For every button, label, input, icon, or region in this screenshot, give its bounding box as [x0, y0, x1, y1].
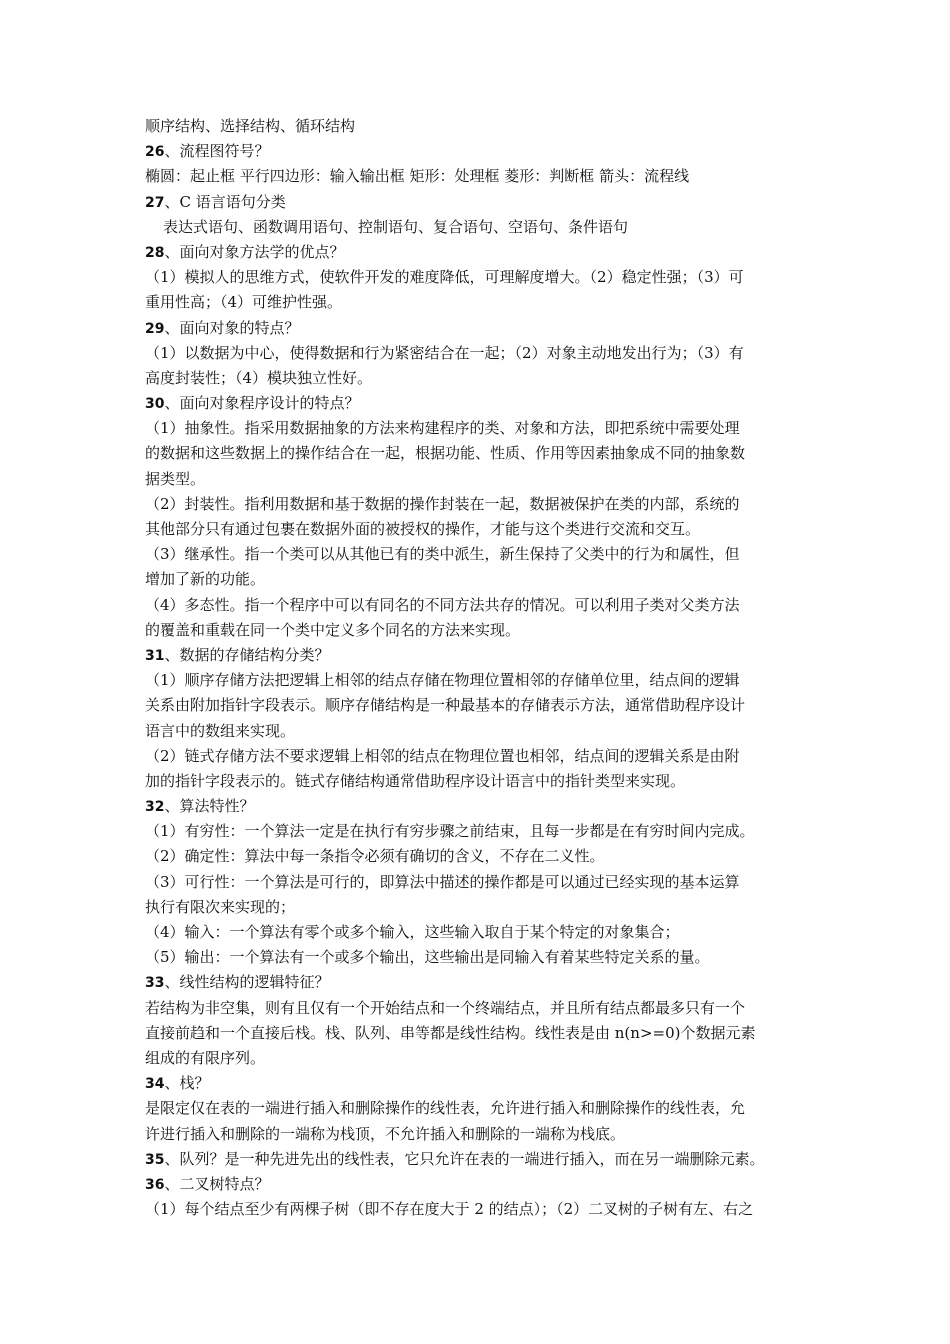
body-text-line: 的数据和这些数据上的操作结合在一起，根据功能、性质、作用等因素抽象成不同的抽象数: [145, 444, 746, 463]
question-heading: [145, 139, 810, 164]
body-text-line: （4）输入：一个算法有零个或多个输入，这些输入取自于某个特定的对象集合；: [145, 923, 680, 941]
body-text-line: 语言中的数组来实现。: [145, 721, 296, 740]
body-text-line: 其他部分只有通过包裹在数据外面的被授权的操作，才能与这个类进行交流和交互。: [145, 520, 701, 538]
body-text-line: 组成的有限序列。: [145, 1048, 266, 1067]
body-text-line: （3）可行性：一个算法是可行的，即算法中描述的操作都是可以通过已经实现的基本运算: [145, 872, 740, 891]
question-number: 28: [145, 244, 165, 261]
question-text: 、流程图符号？: [164, 142, 270, 161]
body-text-line: （2）封装性。指利用数据和基于数据的操作封装在一起，数据被保护在类的内部，系统的: [145, 494, 740, 513]
question-text: 、线性结构的逻辑特征？: [164, 973, 330, 992]
question-heading: [145, 391, 810, 416]
question-text: 、面向对象的特点？: [164, 318, 300, 337]
question-number: 34: [145, 1076, 165, 1093]
body-text-line: （1）每个结点至少有两棵子树（即不存在度大于 2 的结点）；（2）二叉树的子树有左、右之: [145, 1200, 754, 1219]
body-text-line: 表达式语句、函数调用语句、控制语句、复合语句、空语句、条件语句: [163, 217, 629, 236]
body-text-line: （1）有穷性：一个算法一定是在执行有穷步骤之前结束，且每一步都是在有穷时间内完成。: [145, 822, 755, 841]
body-text-line: 是限定仅在表的一端进行插入和删除操作的线性表，允许进行插入和删除操作的线性表，允: [145, 1099, 746, 1118]
body-text-line: 椭圆：起止框 平行四边形：输入输出框 矩形：处理框 菱形：判断框 箭头：流程线: [145, 167, 690, 186]
question-number: 33: [145, 975, 165, 992]
body-text-line: 若结构为非空集，则有且仅有一个开始结点和一个终端结点，并且所有结点都最多只有一个: [145, 998, 746, 1017]
body-text-line: （2）确定性：算法中每一条指令必须有确切的含义，不存在二义性。: [145, 847, 605, 866]
question-number: 31: [145, 647, 165, 664]
body-text-line: 直接前趋和一个直接后栈。栈、队列、串等都是线性结构。线性表是由 n(n>=0)个数据元素: [145, 1023, 756, 1042]
body-text-line: 执行有限次来实现的；: [145, 897, 296, 916]
body-text-line: 关系由附加指针字段表示。顺序存储结构是一种最基本的存储表示方法，通常借助程序设计: [145, 696, 746, 715]
question-number: 26: [145, 144, 165, 161]
body-text-line: （1）顺序存储方法把逻辑上相邻的结点存储在物理位置相邻的存储单位里，结点间的逻辑: [145, 671, 740, 690]
question-text: 、数据的存储结构分类？: [164, 645, 330, 664]
question-text: 、队列？是一种先进先出的线性表，它只允许在表的一端进行插入，而在另一端删除元素。: [164, 1149, 765, 1168]
body-text-line: 据类型。: [145, 469, 206, 488]
body-text-line: （3）继承性。指一个类可以从其他已有的类中派生，新生保持了父类中的行为和属性，但: [145, 545, 740, 564]
question-number: 29: [145, 320, 165, 337]
body-text-line: （1）模拟人的思维方式，使软件开发的难度降低，可理解度增大。（2）稳定性强；（3）可: [145, 268, 744, 287]
question-heading: [145, 240, 810, 265]
question-heading: [145, 970, 810, 995]
document-page: [145, 114, 810, 1222]
body-text-line: （1）以数据为中心，使得数据和行为紧密结合在一起；（2）对象主动地发出行为；（3）有: [145, 343, 744, 362]
question-text: 、C 语言语句分类: [164, 192, 286, 211]
body-text-line: （1）抽象性。指采用数据抽象的方法来构建程序的类、对象和方法，即把系统中需要处理: [145, 419, 740, 438]
body-text-line: 顺序结构、选择结构、循环结构: [145, 117, 356, 135]
question-heading: [145, 794, 810, 819]
question-text: 、面向对象程序设计的特点？: [164, 394, 360, 413]
question-text: 、算法特性？: [164, 797, 255, 816]
question-number: 32: [145, 799, 165, 816]
question-heading: [145, 1172, 810, 1197]
question-number: 27: [145, 194, 165, 211]
body-text-line: （5）输出：一个算法有一个或多个输出，这些输出是同输入有着某些特定关系的量。: [145, 948, 710, 967]
question-number: 35: [145, 1151, 165, 1168]
question-heading: [145, 1147, 810, 1172]
body-text-line: 重用性高；（4）可维护性强。: [145, 293, 343, 312]
body-text-line: 的覆盖和重载在同一个类中定义多个同名的方法来实现。: [145, 620, 521, 639]
question-text: 、栈？: [164, 1074, 210, 1093]
question-heading: [145, 190, 810, 215]
body-text-line: 高度封装性；（4）模块独立性好。: [145, 368, 373, 387]
body-text-line: （4）多态性。指一个程序中可以有同名的不同方法共存的情况。可以利用子类对父类方法: [145, 595, 740, 614]
question-heading: [145, 1071, 810, 1096]
question-text: 、面向对象方法学的优点？: [164, 242, 345, 261]
question-heading: [145, 643, 810, 668]
question-number: 30: [145, 396, 165, 413]
body-text-line: 许进行插入和删除的一端称为栈顶，不允许插入和删除的一端称为栈底。: [145, 1124, 626, 1143]
body-text-line: （2）链式存储方法不要求逻辑上相邻的结点在物理位置也相邻，结点间的逻辑关系是由附: [145, 746, 740, 765]
body-text-line: 加的指针字段表示的。链式存储结构通常借助程序设计语言中的指针类型来实现。: [145, 771, 686, 790]
question-text: 、二叉树特点？: [164, 1174, 270, 1193]
body-text-line: 增加了新的功能。: [145, 570, 266, 589]
question-number: 36: [145, 1176, 165, 1193]
question-heading: [145, 316, 810, 341]
